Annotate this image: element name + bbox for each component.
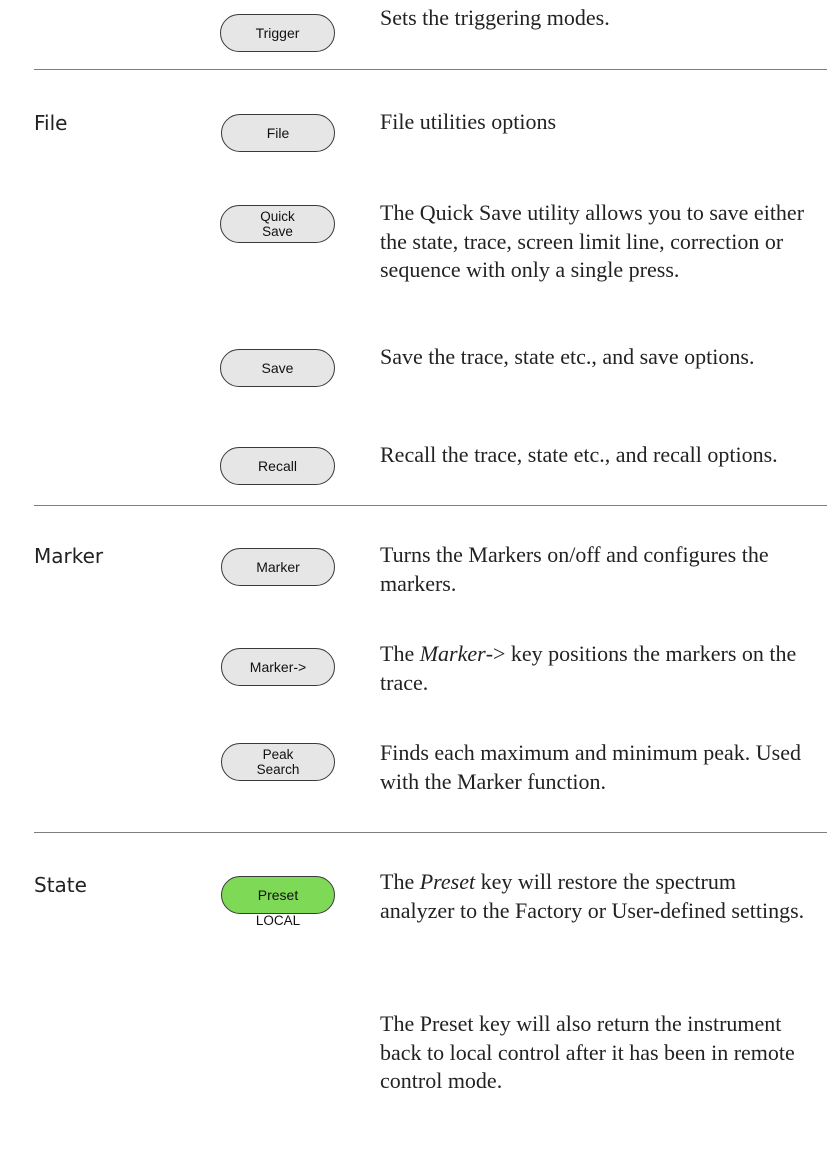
peak-search-description: Finds each maximum and minimum peak. Used with the Marker function.: [380, 740, 801, 794]
category-marker: Marker: [34, 544, 104, 568]
trigger-key[interactable]: [220, 14, 335, 52]
quick-save-key[interactable]: [220, 205, 335, 243]
quick-save-description: The Quick Save utility allows you to save either the state, trace, screen limit line, correction or sequence with only a single press.: [380, 200, 805, 282]
marker-to-key-label: Marker->: [249, 659, 307, 675]
marker-key-label: Marker: [256, 559, 300, 575]
save-key[interactable]: [220, 349, 335, 387]
peak-search-key-line1: Peak: [262, 747, 294, 762]
marker-to-description: [380, 640, 810, 697]
preset-local-label: LOCAL: [255, 913, 301, 928]
peak-search-key-line2: Search: [256, 762, 300, 777]
recall-key[interactable]: [220, 447, 335, 485]
recall-description: Recall the trace, state etc., and recall options.: [380, 442, 778, 467]
preset-key-label: Preset: [257, 887, 299, 903]
category-file: File: [34, 111, 68, 135]
marker-to-desc-rest: -> key positions the markers on the trace.: [380, 641, 797, 695]
quick-save-key-line1: Quick: [260, 209, 295, 224]
file-key-label: File: [266, 125, 290, 141]
save-key-label: Save: [261, 360, 294, 376]
category-state: State: [34, 873, 87, 897]
preset-desc-rest: key will restore the spectrum analyzer to the Factory or User-defined settings.: [380, 869, 805, 923]
section-divider: [34, 832, 827, 833]
trigger-description: Sets the triggering modes.: [380, 5, 610, 30]
preset-description: [380, 868, 810, 925]
preset-desc-italic: Preset: [419, 869, 476, 894]
section-divider: [34, 69, 827, 70]
marker-key[interactable]: [221, 548, 335, 586]
marker-description: Turns the Markers on/off and configures the markers.: [380, 542, 769, 596]
marker-to-key[interactable]: [221, 648, 335, 686]
preset-key[interactable]: [221, 876, 335, 914]
marker-to-desc-prefix: The: [380, 641, 420, 666]
file-description: File utilities options: [380, 109, 557, 134]
save-description: Save the trace, state etc., and save options.: [380, 344, 755, 369]
trigger-key-label: Trigger: [255, 25, 300, 41]
marker-to-desc-italic: Marker: [419, 641, 486, 666]
preset-desc-prefix: The: [380, 869, 420, 894]
preset-description-2: The Preset key will also return the instrument back to local control after it has been in remote control mode.: [380, 1011, 795, 1093]
recall-key-label: Recall: [258, 458, 297, 474]
quick-save-key-line2: Save: [262, 224, 293, 239]
section-divider: [34, 505, 827, 506]
peak-search-key[interactable]: [221, 743, 335, 781]
file-key[interactable]: [221, 114, 335, 152]
